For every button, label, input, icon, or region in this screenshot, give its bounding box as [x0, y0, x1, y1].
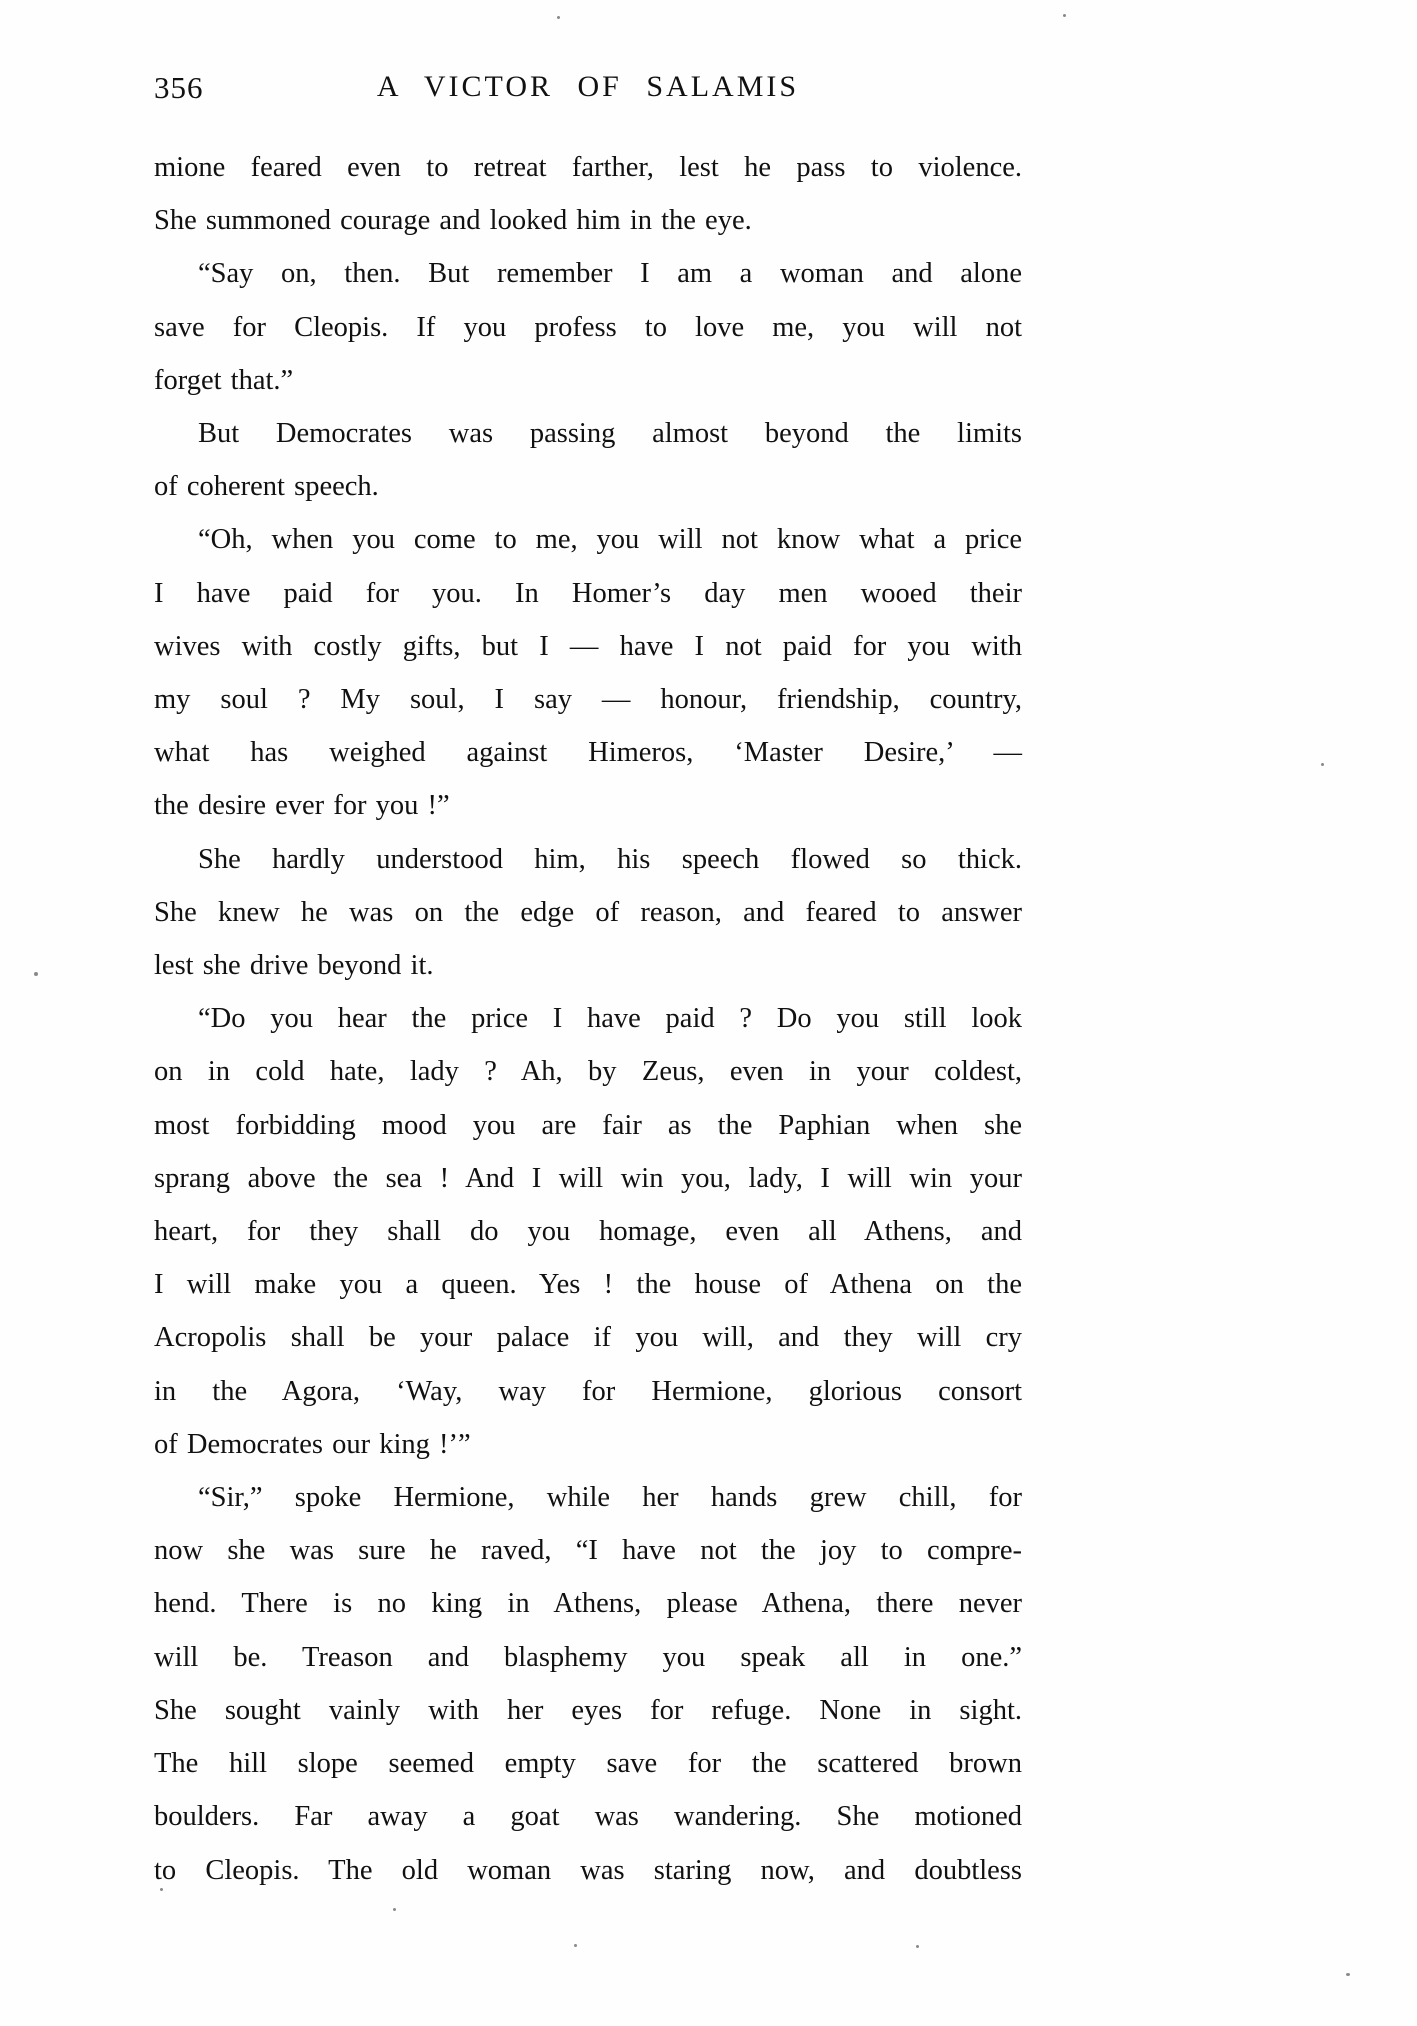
running-title: A VICTOR OF SALAMIS: [376, 70, 800, 103]
scan-speck: [1063, 14, 1066, 17]
text-line: most forbidding mood you are fair as the Paphian when she: [154, 1109, 1022, 1141]
scan-speck: [160, 1888, 163, 1891]
scan-speck: [557, 16, 560, 19]
text-line: I will make you a queen. Yes ! the house of Athena on the: [154, 1269, 1022, 1301]
text-line: “Sir,” spoke Hermione, while her hands grew chill, for: [198, 1482, 1022, 1514]
text-line: hend. There is no king in Athens, please Athena, there never: [154, 1588, 1022, 1620]
text-line: in the Agora, ‘Way, way for Hermione, glorious consort: [154, 1375, 1022, 1407]
text-line: of coherent speech.: [154, 471, 379, 503]
page-header: [154, 70, 1022, 110]
text-line: The hill slope seemed empty save for the scattered brown: [154, 1748, 1022, 1780]
text-line: of Democrates our king !’”: [154, 1428, 471, 1460]
page-number: 356: [154, 70, 204, 105]
text-line: my soul ? My soul, I say — honour, friendship, country,: [154, 684, 1022, 716]
text-line: mione feared even to retreat farther, lest he pass to violence.: [154, 152, 1022, 183]
text-line: heart, for they shall do you homage, even all Athens, and: [154, 1216, 1022, 1248]
text-line: boulders. Far away a goat was wandering. She motioned: [154, 1801, 1022, 1833]
text-line: I have paid for you. In Homer’s day men wooed their: [154, 577, 1022, 609]
text-line: “Oh, when you come to me, you will not know what a price: [198, 524, 1022, 556]
text-line: “Do you hear the price I have paid ? Do you still look: [198, 1003, 1022, 1035]
text-line: save for Cleopis. If you profess to love me, you will not: [154, 311, 1022, 343]
text-line: She summoned courage and looked him in the eye.: [154, 205, 752, 237]
text-line: Acropolis shall be your palace if you will, and they will cry: [154, 1322, 1022, 1354]
scan-speck: [1346, 1973, 1350, 1976]
scan-speck: [574, 1944, 577, 1947]
text-line: on in cold hate, lady ? Ah, by Zeus, even in your coldest,: [154, 1056, 1022, 1088]
text-line: wives with costly gifts, but I — have I not paid for you with: [154, 630, 1022, 662]
scan-speck: [916, 1945, 919, 1948]
body-text: [154, 141, 1022, 1897]
text-line: what has weighed against Himeros, ‘Master Desire,’ —: [154, 737, 1022, 769]
text-line: to Cleopis. The old woman was staring now, and doubtless: [154, 1854, 1022, 1886]
text-line: “Say on, then. But remember I am a woman and alone: [198, 258, 1022, 290]
text-line: lest she drive beyond it.: [154, 950, 434, 982]
text-line: now she was sure he raved, “I have not the joy to compre-: [154, 1535, 1022, 1567]
text-line: forget that.”: [154, 364, 294, 396]
text-line: She knew he was on the edge of reason, and feared to answer: [154, 896, 1022, 928]
text-line: But Democrates was passing almost beyond the limits: [198, 418, 1022, 450]
text-line: She sought vainly with her eyes for refuge. None in sight.: [154, 1694, 1022, 1726]
text-line: She hardly understood him, his speech flowed so thick.: [198, 843, 1022, 875]
text-line: will be. Treason and blasphemy you speak all in one.”: [154, 1641, 1022, 1673]
scan-speck: [1321, 763, 1324, 766]
text-line: sprang above the sea ! And I will win you, lady, I will win your: [154, 1162, 1022, 1194]
text-line: the desire ever for you !”: [154, 790, 450, 822]
scan-speck: [34, 972, 38, 976]
scan-speck: [393, 1908, 396, 1911]
